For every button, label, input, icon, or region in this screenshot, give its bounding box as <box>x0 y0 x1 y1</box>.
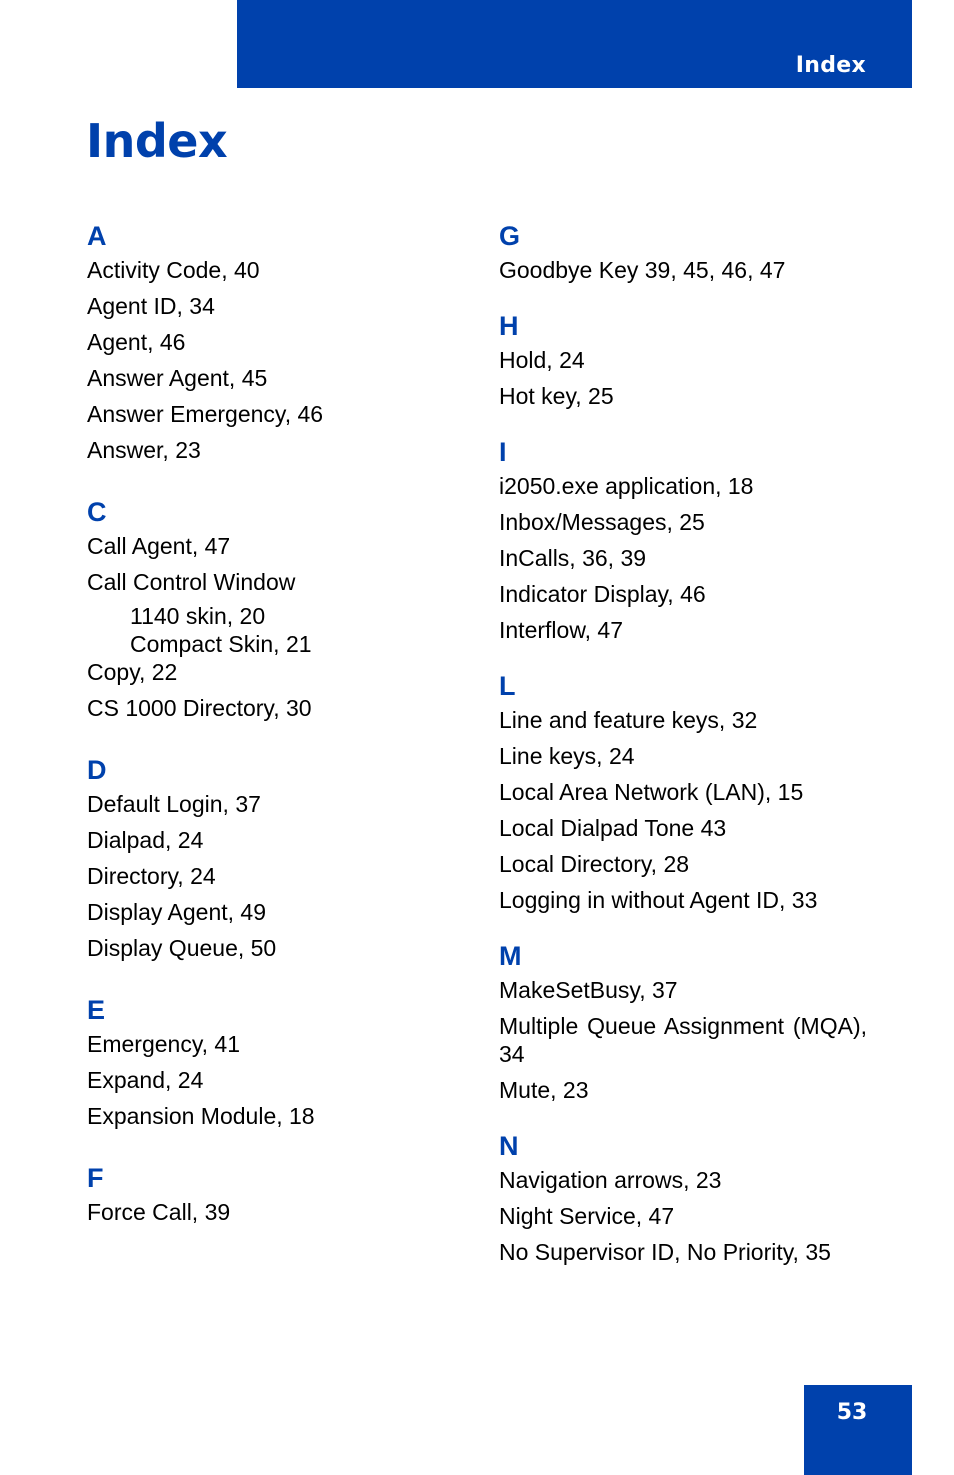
index-section-c <box>87 494 417 722</box>
index-section-i <box>499 434 867 644</box>
index-section-n <box>499 1128 867 1266</box>
index-column-left <box>87 218 417 1256</box>
index-entry: Local Area Network (LAN), 15 <box>499 779 804 805</box>
section-letter: N <box>499 1131 519 1161</box>
header-bar <box>237 0 912 88</box>
index-subentry: Compact Skin, 21 <box>130 631 312 657</box>
index-entry: Line and feature keys, 32 <box>499 707 758 733</box>
index-section-g <box>499 218 867 284</box>
index-entry: Goodbye Key 39, 45, 46, 47 <box>499 257 786 283</box>
index-entry: Inbox/Messages, 25 <box>499 509 705 535</box>
index-entry: MakeSetBusy, 37 <box>499 977 678 1003</box>
header-label: Index <box>795 53 866 78</box>
index-entry: Copy, 22 <box>87 659 178 685</box>
index-subentry-group <box>87 602 417 658</box>
index-entry: Default Login, 37 <box>87 791 261 817</box>
index-entry: Directory, 24 <box>87 863 216 889</box>
index-entry: Expansion Module, 18 <box>87 1103 315 1129</box>
index-entry: Mute, 23 <box>499 1077 589 1103</box>
page-number-box <box>804 1385 912 1475</box>
index-entry: Display Queue, 50 <box>87 935 277 961</box>
section-letter: E <box>87 995 106 1025</box>
section-letter: C <box>87 497 107 527</box>
index-entry: Local Dialpad Tone 43 <box>499 815 727 841</box>
index-entry: Indicator Display, 46 <box>499 581 706 607</box>
index-section-m <box>499 938 867 1104</box>
section-letter: M <box>499 941 522 971</box>
index-subentry: 1140 skin, 20 <box>130 603 266 629</box>
index-section-d <box>87 752 417 962</box>
index-section-a <box>87 218 417 464</box>
index-entry: Call Control Window <box>87 569 296 595</box>
index-entry: InCalls, 36, 39 <box>499 545 647 571</box>
index-entry: Hold, 24 <box>499 347 585 373</box>
index-entry: Dialpad, 24 <box>87 827 204 853</box>
index-entry: Local Directory, 28 <box>499 851 690 877</box>
index-section-l <box>499 668 867 914</box>
section-letter: D <box>87 755 107 785</box>
index-entry: Logging in without Agent ID, 33 <box>499 887 818 913</box>
section-letter: I <box>499 437 507 467</box>
index-entry: Hot key, 25 <box>499 383 614 409</box>
index-entry: Force Call, 39 <box>87 1199 231 1225</box>
index-entry: No Supervisor ID, No Priority, 35 <box>499 1239 831 1265</box>
index-entry: Emergency, 41 <box>87 1031 240 1057</box>
index-entry: Activity Code, 40 <box>87 257 260 283</box>
index-entry: Multiple Queue Assignment (MQA), 34 <box>499 1013 867 1067</box>
index-entry: Answer Emergency, 46 <box>87 401 324 427</box>
index-section-e <box>87 992 417 1130</box>
section-letter: F <box>87 1163 104 1193</box>
section-letter: L <box>499 671 516 701</box>
index-entry: CS 1000 Directory, 30 <box>87 695 312 721</box>
section-letter: G <box>499 221 521 251</box>
index-entry: Expand, 24 <box>87 1067 204 1093</box>
index-section-h <box>499 308 867 410</box>
index-entry: Answer, 23 <box>87 437 201 463</box>
page-title: Index <box>86 114 228 168</box>
index-entry: Night Service, 47 <box>499 1203 675 1229</box>
section-letter: H <box>499 311 519 341</box>
index-entry: Call Agent, 47 <box>87 533 231 559</box>
index-entry: Display Agent, 49 <box>87 899 267 925</box>
index-entry: Agent ID, 34 <box>87 293 215 319</box>
index-entry: Answer Agent, 45 <box>87 365 268 391</box>
index-entry: Navigation arrows, 23 <box>499 1167 722 1193</box>
index-column-right <box>499 218 867 1290</box>
index-entry: i2050.exe application, 18 <box>499 473 754 499</box>
section-letter: A <box>87 221 107 251</box>
page-number: 53 <box>836 1400 868 1425</box>
index-entry: Line keys, 24 <box>499 743 635 769</box>
index-entry: Agent, 46 <box>87 329 186 355</box>
index-section-f <box>87 1160 417 1226</box>
index-entry: Interflow, 47 <box>499 617 624 643</box>
